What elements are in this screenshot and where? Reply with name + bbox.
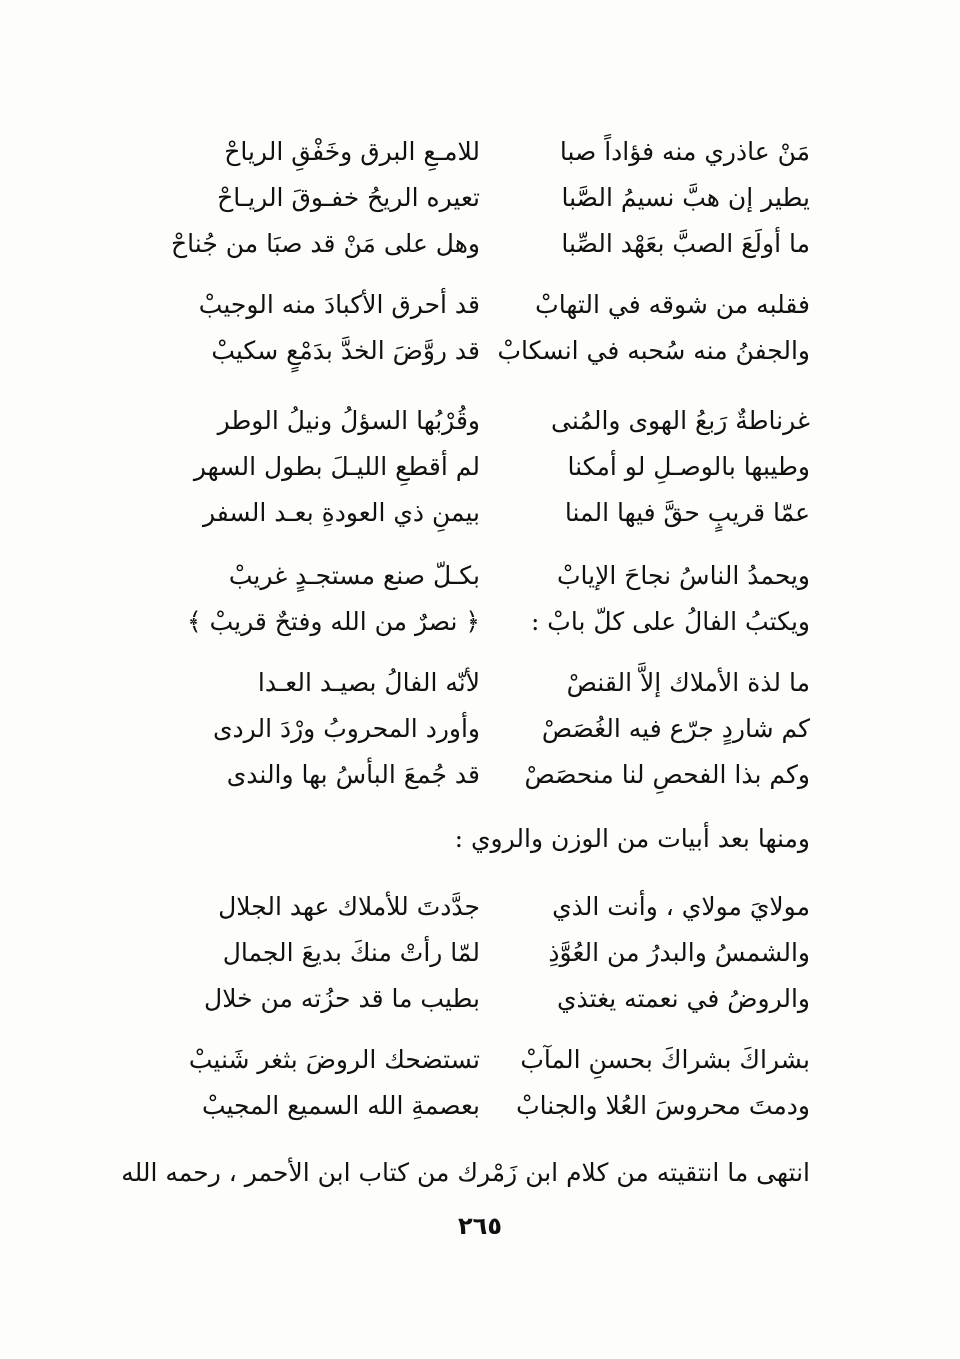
verse-second-hemistich: ﴿ نصرٌ من الله وفتحٌ قريبْ ﴾ xyxy=(186,607,480,636)
verse-first-hemistich: ودمتَ محروسَ العُلا والجنابْ xyxy=(516,1091,810,1120)
closing-text: انتهى ما انتقيته من كلام ابن زَمْرك من كتاب ابن الأحمر ، رحمه الله xyxy=(121,1158,810,1187)
poem-stanza-6 xyxy=(190,884,810,1022)
verse-first-hemistich: فقلبه من شوقه في التهابْ xyxy=(535,290,810,319)
verse-second-hemistich: لمّا رأتْ منكَ بديعَ الجمال xyxy=(222,938,480,967)
verse xyxy=(186,599,810,645)
verse-first-hemistich: ما لذة الأملاك إلاَّ القنصْ xyxy=(566,668,810,697)
interlude-text: ومنها بعد أبيات من الوزن والروي : xyxy=(454,824,810,853)
verse-second-hemistich: وقُرْبُها السؤلُ ونيلُ الوطر xyxy=(217,406,480,435)
verse xyxy=(190,553,810,599)
page-number: ٢٦٥ xyxy=(458,1212,502,1240)
verse xyxy=(190,1083,810,1129)
verse-first-hemistich: مَنْ عاذري منه فؤاداً صبا xyxy=(559,137,810,166)
verse-second-hemistich: بطيب ما قد حزُته من خلال xyxy=(204,984,480,1013)
verse-first-hemistich: وطيبها بالوصـلِ لو أمكنا xyxy=(567,452,810,481)
verse xyxy=(190,490,810,536)
verse-first-hemistich: والشمسُ والبدرُ من العُوَّذِ xyxy=(548,938,810,967)
verse xyxy=(190,706,810,752)
verse-second-hemistich: بعصمةِ الله السميع المجيبْ xyxy=(201,1091,480,1120)
verse-second-hemistich: قد جُمعَ البأسُ بها والندى xyxy=(226,760,480,789)
verse xyxy=(190,930,810,976)
verse xyxy=(190,660,810,706)
verse-second-hemistich: للامـعِ البرق وخَفْقِ الرياحْ xyxy=(224,137,480,166)
verse-first-hemistich: ما أولَعَ الصبَّ بعَهْد الصِّبا xyxy=(561,229,810,258)
verse-second-hemistich: جدَّدتَ للأملاك عهد الجلال xyxy=(218,892,480,921)
verse xyxy=(171,221,810,267)
verse-first-hemistich: وكم بذا الفحصِ لنا منحصَصْ xyxy=(524,760,810,789)
verse xyxy=(190,752,810,798)
verse-second-hemistich: وأورد المحروبُ ورْدَ الردى xyxy=(212,714,480,743)
verse xyxy=(190,398,810,444)
verse-second-hemistich: قد أحرق الأكبادَ منه الوجيبْ xyxy=(198,290,480,319)
verse-second-hemistich: بكـلّ صنع مستجـدٍ غريبْ xyxy=(228,561,480,590)
verse xyxy=(190,976,810,1022)
verse-first-hemistich: بشراكَ بشراكَ بحسنِ المآبْ xyxy=(520,1045,810,1074)
verse-second-hemistich: تعيره الريحُ خفـوقَ الريـاحْ xyxy=(217,183,480,212)
poem-stanza-5 xyxy=(190,660,810,798)
poem-stanza-3 xyxy=(190,398,810,536)
verse-second-hemistich: بيمنِ ذي العودةِ بعـد السفر xyxy=(202,498,480,527)
verse xyxy=(190,884,810,930)
verse-second-hemistich: قد روَّضَ الخدَّ بدَمْعٍ سكيبْ xyxy=(211,336,480,365)
verse-first-hemistich: ويحمدُ الناسُ نجاحَ الإيابْ xyxy=(557,561,810,590)
verse-first-hemistich: والجفنُ منه سُحبه في انسكابْ xyxy=(497,336,810,365)
poem-stanza-4 xyxy=(186,553,810,645)
verse xyxy=(190,129,810,175)
verse-first-hemistich: ويكتبُ الفالُ على كلّ بابْ : xyxy=(530,607,810,636)
verse-first-hemistich: غرناطةٌ رَبعُ الهوى والمُنى xyxy=(551,406,810,435)
verse xyxy=(190,1037,810,1083)
verse-second-hemistich: لأنّه الفالُ بصيـد العـدا xyxy=(257,668,480,697)
verse xyxy=(190,175,810,221)
verse-second-hemistich: وهل على مَنْ قد صبَا من جُناحْ xyxy=(171,229,480,258)
poem-stanza-2 xyxy=(190,282,810,374)
verse xyxy=(190,282,810,328)
verse-first-hemistich: يطير إن هبَّ نسيمُ الصَّبا xyxy=(561,183,810,212)
poem-stanza-7 xyxy=(190,1037,810,1129)
verse-first-hemistich: عمّا قريبٍ حقَّ فيها المنا xyxy=(564,498,810,527)
verse-first-hemistich: والروضُ في نعمته يغتذي xyxy=(556,984,810,1013)
verse-second-hemistich: لم أقطعِ الليـلَ بطول السهر xyxy=(193,452,480,481)
poem-stanza-1 xyxy=(171,129,810,267)
verse xyxy=(190,444,810,490)
verse-second-hemistich: تستضحك الروضَ بثغر شَنيبْ xyxy=(188,1045,480,1074)
verse-first-hemistich: مولايَ مولاي ، وأنت الذي xyxy=(552,892,810,921)
verse xyxy=(190,328,810,374)
verse-first-hemistich: كم شاردٍ جرّع فيه الغُصَصْ xyxy=(541,714,810,743)
